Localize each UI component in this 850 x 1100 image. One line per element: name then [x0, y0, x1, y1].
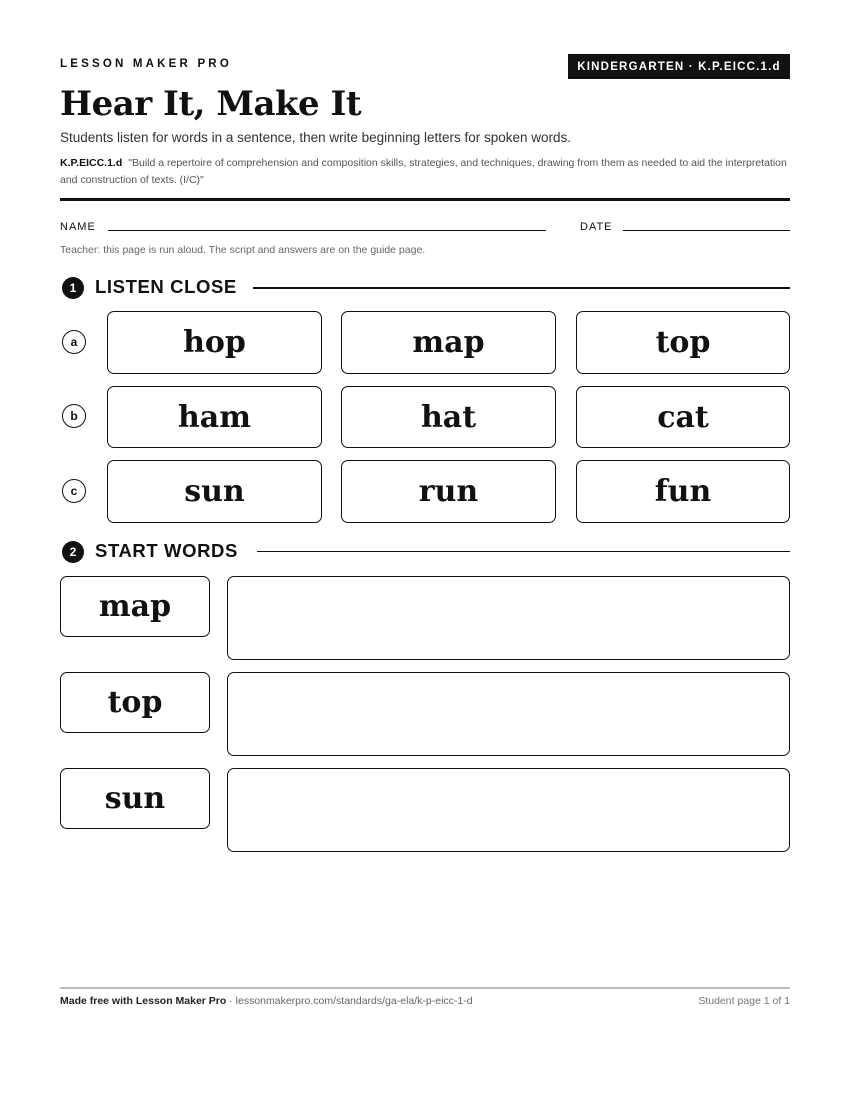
- name-label: NAME: [60, 221, 96, 233]
- word-card[interactable]: hat: [341, 386, 556, 448]
- row-label-c: c: [62, 479, 86, 503]
- teacher-note: Teacher: this page is run aloud. The script and answers are on the guide page.: [60, 244, 426, 256]
- footer-page-label: Student page 1 of 1: [698, 995, 790, 1007]
- footer-credit: [60, 995, 473, 1007]
- word-card[interactable]: fun: [576, 460, 790, 523]
- header-divider: [60, 198, 790, 201]
- word-card[interactable]: map: [341, 311, 556, 374]
- footer-made-with: Made free with Lesson Maker Pro: [60, 995, 227, 1007]
- footer-divider: [60, 987, 790, 989]
- page-subtitle: Students listen for words in a sentence, then write beginning letters for spoken words.: [60, 130, 572, 145]
- word-card[interactable]: cat: [576, 386, 790, 448]
- answer-box[interactable]: [227, 672, 790, 756]
- row-label-a: a: [62, 330, 86, 354]
- word-card[interactable]: top: [576, 311, 790, 374]
- footer-separator: ·: [226, 995, 236, 1007]
- word-card[interactable]: hop: [107, 311, 322, 374]
- grade-standard-badge: KINDERGARTEN · K.P.EICC.1.d: [568, 54, 790, 79]
- section-1-number: 1: [62, 277, 84, 299]
- answer-box[interactable]: [227, 768, 790, 852]
- date-field-line[interactable]: [623, 230, 790, 231]
- name-field-line[interactable]: [108, 230, 546, 231]
- answer-box[interactable]: [227, 576, 790, 660]
- section-2-number: 2: [62, 541, 84, 563]
- prompt-word-card: map: [60, 576, 210, 637]
- footer-url[interactable]: lessonmakerpro.com/standards/ga-ela/k-p-eicc-1-d: [235, 995, 473, 1007]
- section-2-title: START WORDS: [95, 540, 238, 561]
- word-card[interactable]: run: [341, 460, 556, 523]
- prompt-word-card: top: [60, 672, 210, 733]
- section-1-title: LISTEN CLOSE: [95, 276, 237, 297]
- standard-text: "Build a repertoire of comprehension and composition skills, strategies, and techniques, drawing from them as needed to aid the interpretation and construction of texts. (I/C)": [60, 157, 787, 186]
- date-label: DATE: [580, 221, 613, 233]
- brand-name: LESSON MAKER PRO: [60, 58, 232, 70]
- prompt-word-card: sun: [60, 768, 210, 829]
- word-card[interactable]: ham: [107, 386, 322, 448]
- page-title: Hear It, Make It: [60, 84, 362, 124]
- standard-description: [60, 155, 790, 189]
- section-1-rule: [253, 287, 790, 289]
- word-card[interactable]: sun: [107, 460, 322, 523]
- standard-code: K.P.EICC.1.d: [60, 157, 123, 169]
- row-label-b: b: [62, 404, 86, 428]
- section-2-rule: [257, 551, 790, 552]
